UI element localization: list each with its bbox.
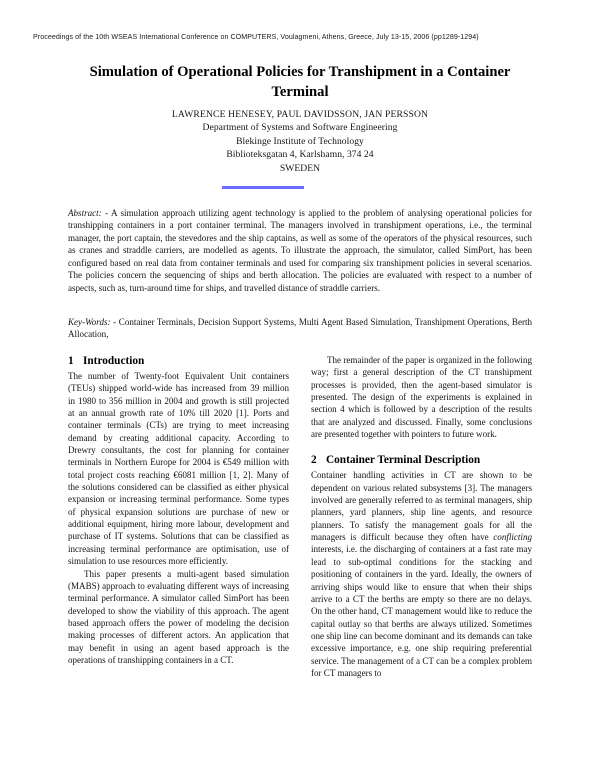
affiliation-address: Biblioteksgatan 4, Karlshamn, 374 24 [226, 149, 374, 161]
section-title-2: Container Terminal Description [326, 454, 481, 467]
affiliation-country: SWEDEN [279, 162, 321, 174]
intro-paragraph-2: This paper presents a multi-agent based simulation (MABS) approach to evaluating different ways of increasing terminal performance. A simulator called SimPort has been developed to show the viability of this approach. The agent based approach offers the power of modeling the decision making processes of different actors. An application that may benefit in using an agent based approach is the operations of transhipping containers in a CT. [68, 568, 289, 665]
section-number-1: 1 [68, 355, 74, 367]
right-column [311, 354, 532, 754]
author-affiliation-block [72, 108, 528, 175]
ct-paragraph-1 [311, 469, 532, 679]
abstract-label: Abstract: [68, 208, 102, 218]
section-number-2: 2 [311, 454, 317, 467]
ct-paragraph-1-part-b: interests, i.e. the discharging of containers at a fast rate may lead to sub-optimal conditions for the stacking and positioning of containers in the yard. Ideally, the owners of arriving ships would like to ensure that when their ships arrive to a CT the berths are empty so there are no delays. On the other hand, CT management would like to reduce the capital outlay so that berths are always utilized. Sometimes one ship line can become dominant and its demands can take excessive importance, e.g. one ship requiring preferential service. The management of a CT can be a complex problem for CT managers to [311, 544, 532, 678]
conference-running-header: Proceedings of the 10th WSEAS International Conference on COMPUTERS, Voulagmeni, Athens, Greece, July 13-15, 2006 (pp1289-1294) [33, 33, 479, 41]
horizontal-separator-rule [222, 186, 304, 189]
abstract-text: A simulation approach utilizing agent technology is applied to the problem of analysing operational policies for transhipping containers in a port container terminal. The managers involved in transhipment operations, i.e., the terminal manager, the port captain, the stevedores and the ship captains, as well as some of the operators of the physical resources, such as cranes and straddle carriers, are modelled as agents. To illustrate the approach, the simulator, called SimPort, has been configured based on real data from container terminals and used for comparing six transhipment policies in several scenarios. The policies concern the sequencing of ships and berth allocation. The policies are evaluated with respect to a number of aspects, such as, turn-around time for ships, and travelled distance of straddle carriers. [68, 208, 533, 293]
page-title: Simulation of Operational Policies for Transhipment in a Container Terminal [89, 64, 511, 100]
section-heading-introduction [68, 354, 289, 369]
abstract-dash-mark: - [105, 208, 109, 218]
ct-paragraph-1-part-a: Container handling activities in CT are shown to be dependent on various related subsystems [3]. The managers involved are generally referred to as terminal managers, ship planners, yard planners, ship line agents, and resource planners. To satisfy the management goals for all the managers is difficult because they often have [311, 470, 532, 543]
title-block [72, 62, 528, 102]
intro-paragraph-1: The number of Twenty-foot Equivalent Unit containers (TEUs) shipped world-wide has increased from 39 million in 1980 to 356 million in 2004 and growth is still projected at an annual growth rate of 10% till 2020 [1]. Ports and container terminals (CTs) are trying to meet increasing demand by creating additional capacity. According to Drewry consultants, the cost for planning for container terminals in Northern Europe for 2004 is €549 million with total project costs reaching €6081 million [1, 2]. Many of the solutions considered can be classified as either physical expansion or increasing terminal performance. Some types of physical expansion solutions are purchase of new or additional equipment, hiring more labour, development and purchase of IT systems. Solutions that can be classified as increasing terminal performance are optimisation, use of simulation to use resources more efficiently. [68, 371, 289, 567]
affiliation-institute: Blekinge Institute of Technology [236, 135, 364, 147]
abstract-paragraph [68, 207, 532, 294]
left-column [68, 354, 289, 754]
keywords-paragraph [68, 316, 532, 341]
affiliation-department: Department of Systems and Software Engineering [202, 122, 398, 134]
author-names: LAWRENCE HENESEY, PAUL DAVIDSSON, JAN PERSSON [171, 109, 429, 120]
intro-paragraph-3: The remainder of the paper is organized in the following way; first a general description of the CT transhipment processes is provided, then the agent-based simulator is presented. The design of the experiments is explained in section 4 which is followed by a description of the results that are analyzed and discussed. Finally, some conclusions are presented together with pointers to future work. [311, 355, 532, 440]
two-column-body [68, 354, 532, 754]
keywords-dash-mark: - [113, 317, 117, 327]
ct-paragraph-1-emphasis: conflicting [493, 532, 532, 543]
keywords-label: Key-Words: [68, 317, 111, 327]
abstract-block [68, 207, 532, 294]
section-title-1: Introduction [83, 355, 145, 367]
keywords-block [68, 316, 532, 341]
keywords-text: Container Terminals, Decision Support Systems, Multi Agent Based Simulation, Transhipment Operations, Berth Allocation, [68, 317, 533, 340]
section-heading-container-terminal [311, 453, 532, 468]
